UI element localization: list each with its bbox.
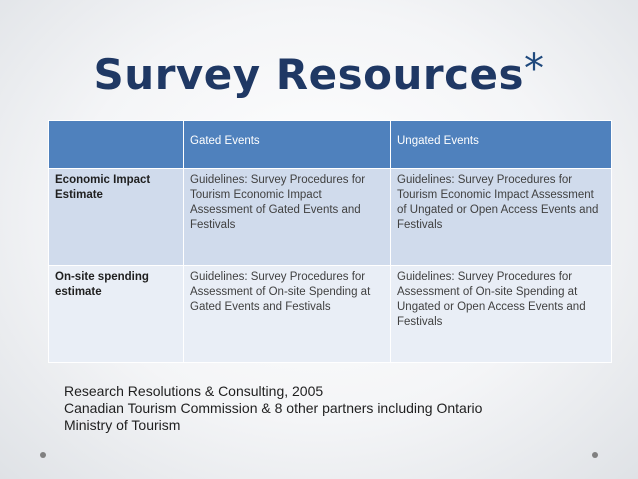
- cell-onsite-ungated: Guidelines: Survey Procedures for Assessment of On-site Spending at Ungated or Open Access Events and Festivals: [391, 266, 612, 363]
- row-label-onsite-spending: On-site spending estimate: [49, 266, 184, 363]
- resources-table: [48, 120, 612, 363]
- decorative-dot-right: [592, 452, 598, 458]
- cell-economic-gated: Guidelines: Survey Procedures for Tourism Economic Impact Assessment of Gated Events and Festivals: [184, 169, 391, 266]
- table-row: [49, 169, 612, 266]
- decorative-dot-left: [40, 452, 46, 458]
- row-label-economic-impact: Economic Impact Estimate: [49, 169, 184, 266]
- title-text: Survey Resources: [93, 50, 524, 99]
- table-header-row: [49, 121, 612, 169]
- header-gated-events: Gated Events: [184, 121, 391, 169]
- source-note-line-2: Canadian Tourism Commission & 8 other partners including Ontario: [64, 400, 483, 416]
- header-corner-cell: [49, 121, 184, 169]
- table-row: [49, 266, 612, 363]
- source-note-line-3: Ministry of Tourism: [64, 417, 181, 433]
- cell-onsite-gated: Guidelines: Survey Procedures for Assessment of On-site Spending at Gated Events and Festivals: [184, 266, 391, 363]
- cell-economic-ungated: Guidelines: Survey Procedures for Tourism Economic Impact Assessment of Ungated or Open Access Events and Festivals: [391, 169, 612, 266]
- header-ungated-events: Ungated Events: [391, 121, 612, 169]
- title-asterisk: *: [523, 46, 545, 92]
- slide-title: [0, 46, 638, 99]
- source-note: [64, 383, 584, 434]
- source-note-line-1: Research Resolutions & Consulting, 2005: [64, 383, 324, 399]
